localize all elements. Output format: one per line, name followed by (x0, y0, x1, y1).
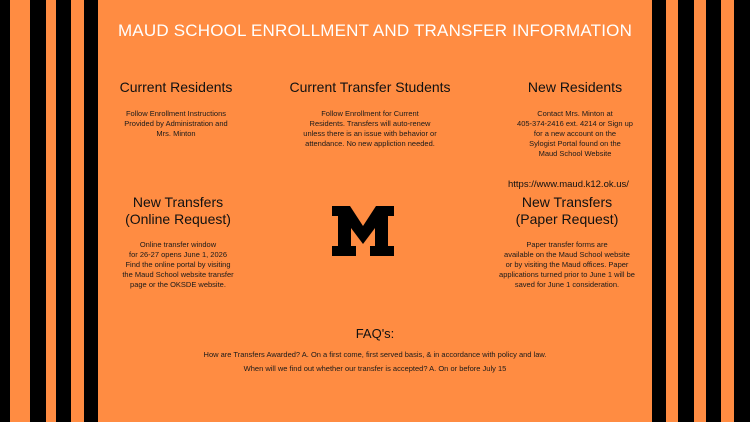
paper-transfer-section (482, 194, 652, 290)
current-residents-heading: Current Residents (119, 79, 233, 95)
left-stripe-3 (56, 0, 71, 422)
faq-title: FAQ's: (355, 326, 395, 341)
block-m-logo-icon (332, 206, 394, 256)
paper-transfer-text: Paper transfer forms are available on the Maud School website or by visiting the Maud offices. Paper applications turned prior to June 1 will be saved for June 1 consideration. (499, 240, 635, 289)
new-residents-text: Contact Mrs. Minton at 405-374-2416 ext. 4214 or Sign up for a new account on the Sylogist Portal found on the Maud School Website (517, 109, 633, 158)
current-transfer-section (272, 79, 468, 149)
online-transfer-heading: New Transfers (Online Request) (125, 194, 231, 227)
faq-question-2: When will we find out whether our transfer is accepted? A. On or before July 15 (243, 364, 507, 373)
current-residents-text: Follow Enrollment Instructions Provided by Administration and Mrs. Minton (124, 109, 228, 138)
left-stripe-4 (84, 0, 98, 422)
right-stripe-1 (652, 0, 666, 422)
new-residents-heading: New Residents (527, 79, 623, 95)
page-title: MAUD SCHOOL ENROLLMENT AND TRANSFER INFORMATION (117, 21, 633, 40)
new-residents-section (490, 79, 660, 159)
website-link[interactable]: https://www.maud.k12.ok.us/ (508, 179, 629, 190)
current-transfer-text: Follow Enrollment for Current Residents. Transfers will auto-renew unless there is an issue with behavior or attendance. No new appliction needed. (303, 109, 437, 148)
left-stripe-2 (30, 0, 46, 422)
online-transfer-section (98, 194, 258, 290)
paper-transfer-heading: New Transfers (Paper Request) (515, 194, 619, 227)
right-stripe-3 (706, 0, 721, 422)
right-stripe-4 (734, 0, 750, 422)
right-stripe-2 (678, 0, 694, 422)
faq-question-1: How are Transfers Awarded? A. On a first come, first served basis, & in accordance with policy and law. (203, 350, 547, 359)
current-transfer-heading: Current Transfer Students (289, 79, 451, 95)
left-stripe-1 (0, 0, 10, 422)
online-transfer-text: Online transfer window for 26-27 opens June 1, 2026 Find the online portal by visiting the Maud School website transfer page or the OKSDE website. (122, 240, 234, 289)
current-residents-section (98, 79, 254, 139)
flyer (98, 0, 652, 422)
